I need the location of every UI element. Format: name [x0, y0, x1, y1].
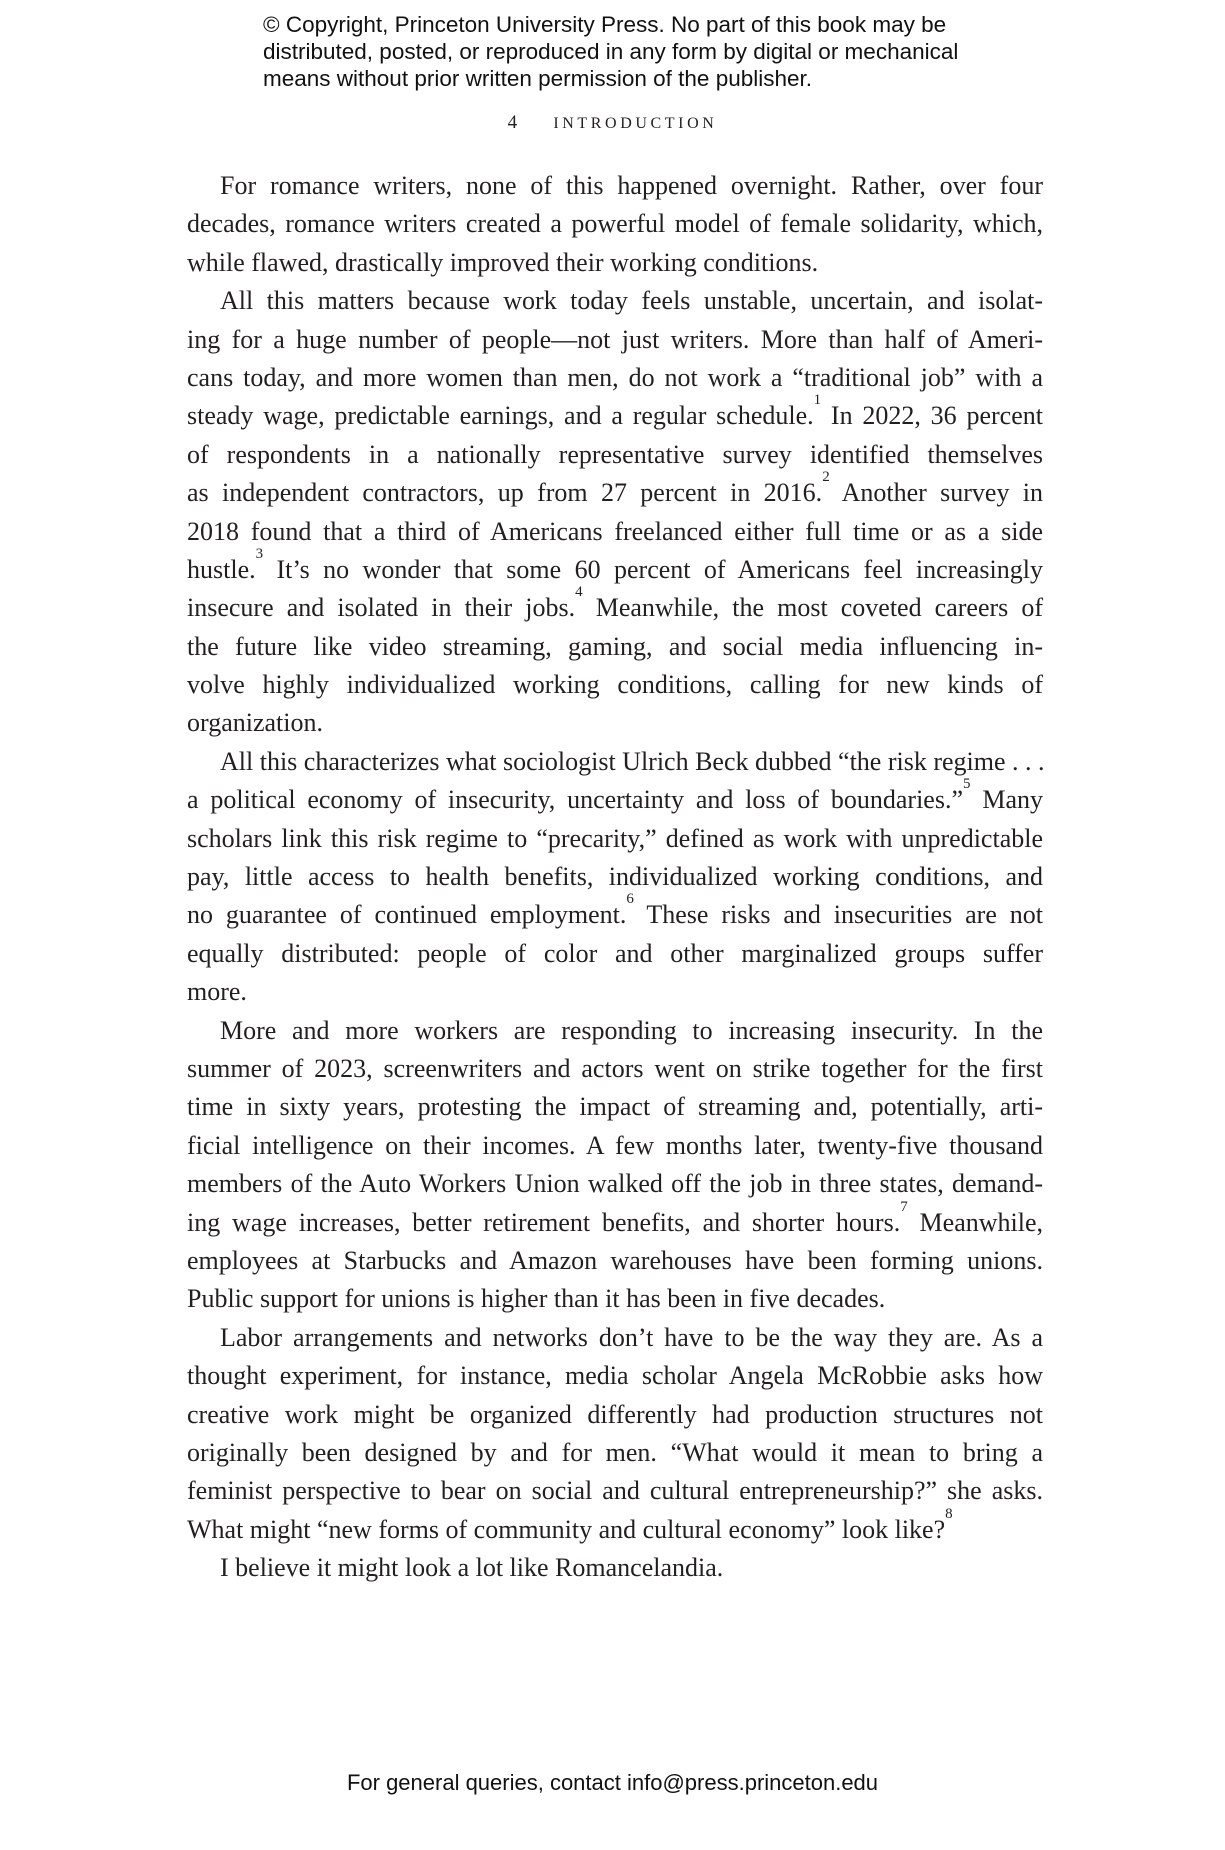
- paragraph-line: the future like video streaming, gaming, and social media influencing in-: [187, 631, 1043, 661]
- paragraph-line: no guarantee of continued employment.$^6$ These risks and insecurities are not: [187, 891, 1044, 930]
- copyright-notice: [263, 11, 1023, 92]
- paragraph-line: ficial intelligence on their incomes. A few months later, twenty-five thousand: [187, 1130, 1043, 1160]
- page-number: 4: [507, 112, 518, 133]
- paragraph-line: feminist perspective to bear on social and cultural entrepreneurship?” she asks.: [187, 1476, 1043, 1506]
- copyright-line: © Copyright, Princeton University Press. No part of this book may be: [263, 12, 947, 37]
- footnote-marker[interactable]: 5: [963, 776, 971, 793]
- paragraph-line: ing wage increases, better retirement benefits, and shorter hours.$^7$ Meanwhile,: [187, 1198, 1043, 1237]
- paragraph-line: as independent contractors, up from 27 percent in 2016.$^2$ Another survey in: [187, 469, 1043, 508]
- paragraph-line: employees at Starbucks and Amazon warehouses have been forming unions.: [187, 1245, 1043, 1275]
- copyright-line: means without prior written permission of the publisher.: [263, 66, 813, 91]
- paragraph-line: 2018 found that a third of Americans freelanced either full time or as a side: [187, 516, 1043, 546]
- paragraph-line: creative work might be organized differently had production structures not: [187, 1399, 1043, 1429]
- section-title: INTRODUCTION: [553, 115, 718, 132]
- footnote-marker[interactable]: 6: [626, 891, 634, 908]
- body-text: [187, 167, 1043, 1587]
- paragraph-line: All this matters because work today feels unstable, uncertain, and isolat-: [220, 286, 1043, 316]
- paragraph-line: All this characterizes what sociologist Ulrich Beck dubbed “the risk regime . . .: [220, 746, 1045, 776]
- paragraph-line: organization.: [187, 708, 323, 738]
- paragraph-line: More and more workers are responding to increasing insecurity. In the: [220, 1015, 1043, 1045]
- paragraph-line: while flawed, drastically improved their working conditions.: [187, 247, 819, 277]
- paragraph-line: scholars link this risk regime to “precarity,” defined as work with unpredictable: [187, 823, 1043, 853]
- paragraph-line: originally been designed by and for men. “What would it mean to bring a: [187, 1437, 1043, 1467]
- footnote-marker[interactable]: 1: [813, 392, 822, 409]
- paragraph-line: pay, little access to health benefits, individualized working conditions, and: [187, 862, 1043, 892]
- paragraph-line: ing for a huge number of people—not just writers. More than half of Ameri-: [187, 324, 1043, 354]
- paragraph-line: What might “new forms of community and cultural economy” look like?$^8$: [187, 1505, 953, 1544]
- paragraph-line: more.: [187, 977, 247, 1007]
- footnote-marker[interactable]: 2: [822, 469, 830, 486]
- paragraph-line: summer of 2023, screenwriters and actors went on strike together for the first: [187, 1053, 1043, 1083]
- footnote-marker[interactable]: 4: [575, 584, 583, 601]
- paragraph-line: equally distributed: people of color and other marginalized groups suffer: [187, 938, 1043, 968]
- paragraph-line: members of the Auto Workers Union walked off the job in three states, demand-: [187, 1169, 1043, 1199]
- paragraph-line: I believe it might look a lot like Romancelandia.: [220, 1553, 724, 1583]
- footer-contact: For general queries, contact info@press.princeton.edu: [346, 1770, 879, 1795]
- footnote-marker[interactable]: 3: [255, 545, 264, 562]
- paragraph-line: hustle.$^3$ It’s no wonder that some 60 percent of Americans feel increasingly: [187, 545, 1043, 584]
- paragraph-line: Labor arrangements and networks don’t have to be the way they are. As a: [220, 1322, 1043, 1352]
- paragraph-line: decades, romance writers created a powerful model of female solidarity, which,: [187, 209, 1043, 239]
- paragraph-line: thought experiment, for instance, media scholar Angela McRobbie asks how: [187, 1361, 1043, 1391]
- paragraph-line: volve highly individualized working conditions, calling for new kinds of: [187, 670, 1043, 700]
- paragraph-line: steady wage, predictable earnings, and a regular schedule.$^1$ In 2022, 36 percent: [187, 392, 1043, 431]
- paragraph-line: insecure and isolated in their jobs.$^4$ Meanwhile, the most coveted careers of: [187, 584, 1043, 623]
- running-head: [0, 112, 1225, 134]
- paragraph-line: a political economy of insecurity, uncertainty and loss of boundaries.”$^5$ Many: [187, 776, 1043, 815]
- paragraph-line: Public support for unions is higher than it has been in five decades.: [187, 1284, 886, 1314]
- paragraph-line: of respondents in a nationally representative survey identified themselves: [187, 439, 1043, 469]
- paragraph-line: time in sixty years, protesting the impact of streaming and, potentially, arti-: [187, 1092, 1043, 1122]
- paragraph-line: cans today, and more women than men, do not work a “traditional job” with a: [187, 362, 1043, 392]
- copyright-line: distributed, posted, or reproduced in any form by digital or mechanical: [263, 39, 959, 64]
- footnote-marker[interactable]: 8: [945, 1505, 953, 1522]
- footnote-marker[interactable]: 7: [900, 1198, 908, 1215]
- paragraph-line: For romance writers, none of this happened overnight. Rather, over four: [220, 171, 1043, 200]
